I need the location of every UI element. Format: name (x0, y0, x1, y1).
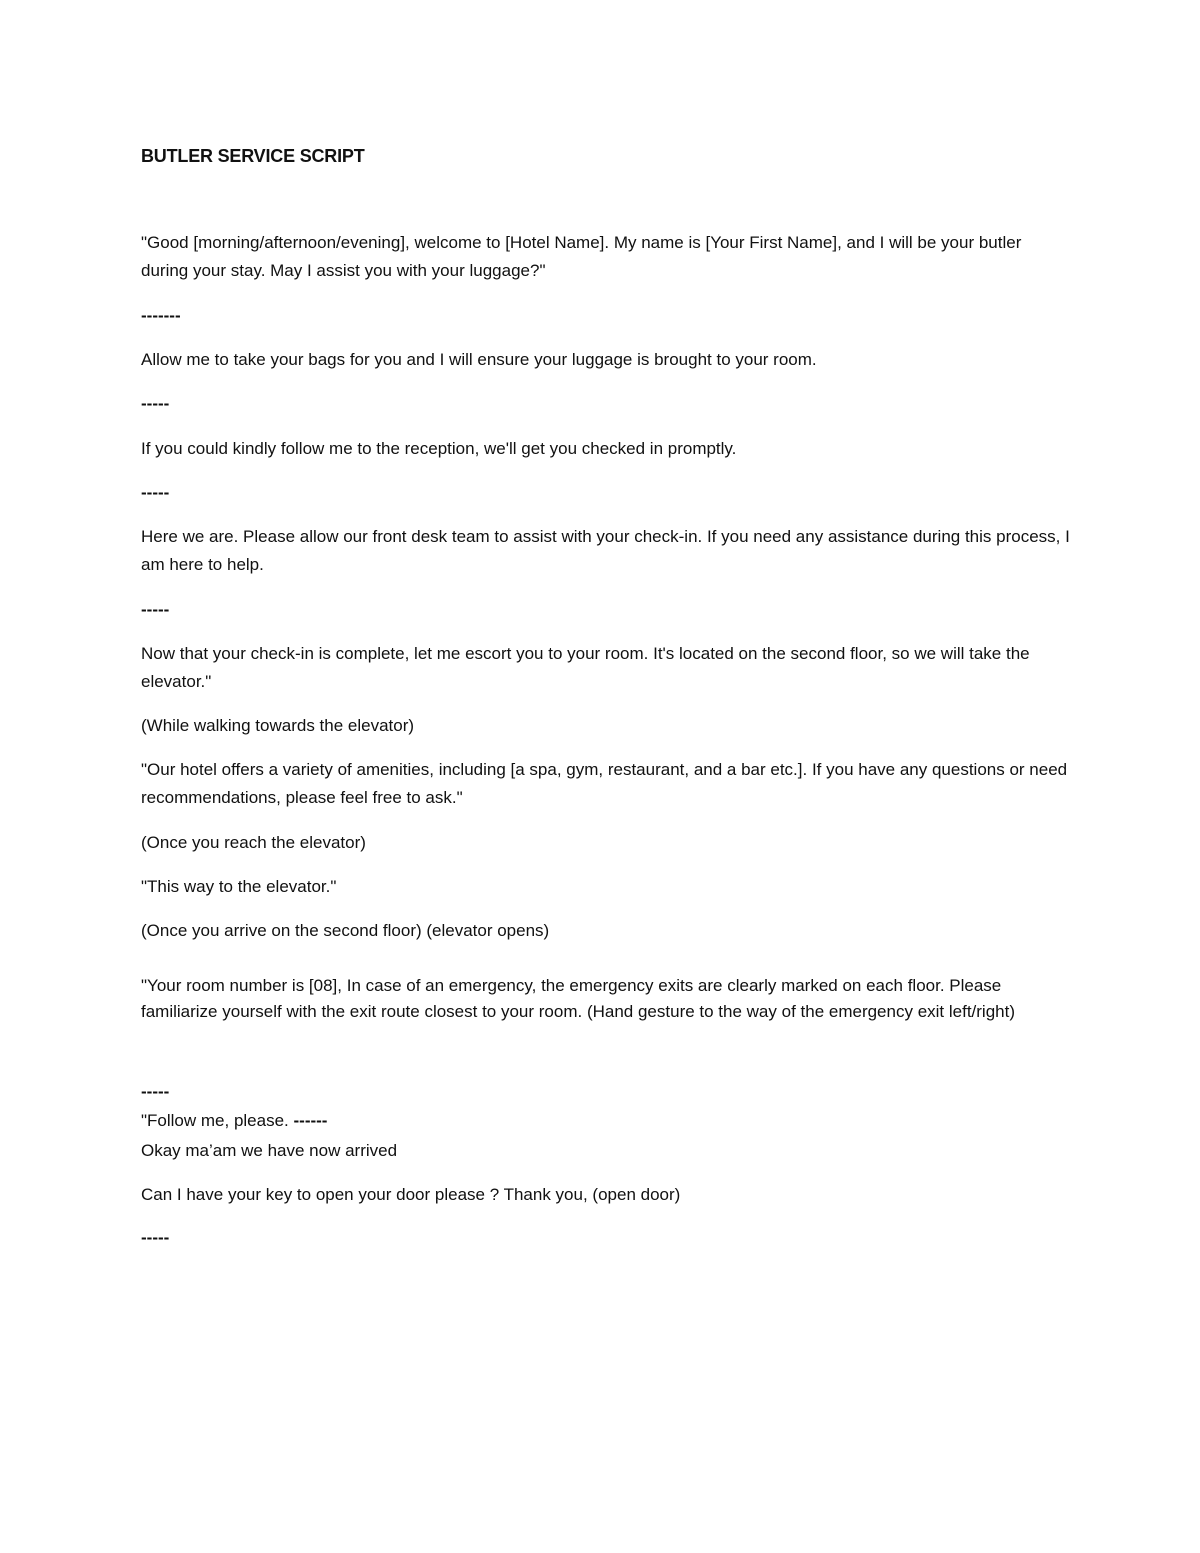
reach-note: (Once you reach the elevator) (141, 833, 366, 852)
this-way-line: "This way to the elevator." (141, 877, 337, 896)
arrive-note: (Once you arrive on the second floor) (elevator opens) (141, 921, 550, 940)
key-request-line: Can I have your key to open your door please ? Thank you, (open door) (141, 1185, 681, 1204)
arrived-line: Okay ma’am we have now arrived (141, 1141, 398, 1160)
document-title: BUTLER SERVICE SCRIPT (141, 146, 365, 166)
follow-me-text: "Follow me, please. (141, 1111, 289, 1130)
amenities-paragraph: "Our hotel offers a variety of amenities, including [a spa, gym, restaurant, and a bar etc.]. If you have any questions or need recommendations, please feel free to ask." (141, 760, 1068, 807)
section-divider: ------- (141, 306, 181, 325)
reception-paragraph: If you could kindly follow me to the reception, we'll get you checked in promptly. (141, 439, 737, 458)
bags-paragraph: Allow me to take your bags for you and I will ensure your luggage is brought to your room. (141, 350, 817, 369)
room-number-paragraph: "Your room number is [08], In case of an emergency, the emergency exits are clearly marked on each floor. Please familiarize yourself with the exit route closest to your room. (Hand gesture to the way of the emergency exit left/right) (141, 976, 1015, 1021)
escort-paragraph: Now that your check-in is complete, let me escort you to your room. It's located on the second floor, so we will take the elevator." (141, 644, 1030, 691)
walking-note: (While walking towards the elevator) (141, 716, 415, 735)
follow-me-line (141, 1107, 1071, 1135)
section-divider: ----- (141, 1082, 170, 1101)
front-desk-paragraph: Here we are. Please allow our front desk team to assist with your check-in. If you need any assistance during this process, I am here to help. (141, 527, 1070, 574)
section-divider: ----- (141, 394, 170, 413)
greeting-paragraph: "Good [morning/afternoon/evening], welcome to [Hotel Name]. My name is [Your First Name], and I will be your butler during your stay. May I assist you with your luggage?" (141, 233, 1022, 280)
section-divider: ----- (141, 600, 170, 619)
section-divider: ----- (141, 1228, 170, 1247)
inline-divider: ------ (293, 1111, 328, 1130)
section-divider: ----- (141, 483, 170, 502)
